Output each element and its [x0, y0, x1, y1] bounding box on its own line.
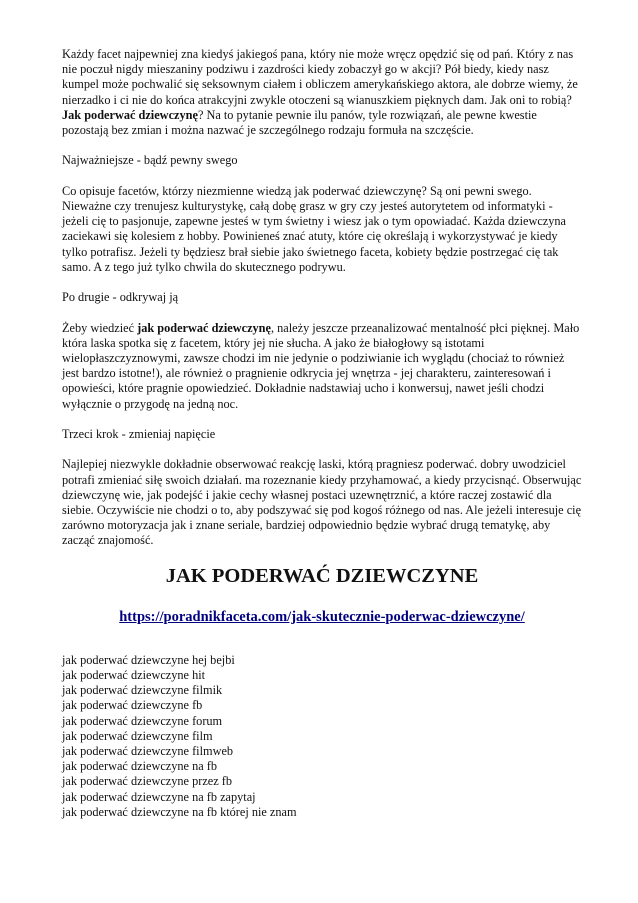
list-item: jak poderwać dziewczyne forum [62, 713, 223, 728]
intro-after-bold: ? Na to pytanie pewnie ilu panów, tyle rozwiązań, ale pewne kwestie pozostają bez zmian i można nazwać je szczególnego rodzaju formuła na szczęście. [62, 107, 537, 138]
section1-title: Najważniejsze - bądź pewny swego [62, 153, 238, 168]
list-item: jak poderwać dziewczyne na fb której nie znam [62, 804, 297, 819]
link-wrapper [62, 610, 582, 625]
main-heading: JAK PODERWAĆ DZIEWCZYNE [165, 564, 479, 587]
intro-bold-phrase: Jak poderwać dziewczynę [62, 107, 198, 122]
list-item: jak poderwać dziewczyne fb [62, 698, 203, 713]
section2-title: Po drugie - odkrywaj ją [62, 290, 179, 305]
list-item: jak poderwać dziewczyne hej bejbi [62, 652, 235, 667]
section2-after-bold: , należy jeszcze przeanalizować mentalność płci pięknej. Mało która laska spotka się z facetem, który jej nie słucha. A jako że białogłowy są istotami wielopłaszczyznowymi, zawsze chodzi im nie jedynie o podziwianie ich wyglądu (chociaż to również jest bardzo istotne!), ale również o pragnienie odkrycia jej wnętrza - jej charakteru, zainteresowań i opowieści, które pragnie opowiedzieć. Dokładnie nadstawiaj ucho i konwersuj, nawet jeśli chodzi wyłącznie o przygodę na jedną noc. [62, 320, 580, 411]
list-item: jak poderwać dziewczyne hit [62, 668, 206, 683]
list-item: jak poderwać dziewczyne filmweb [62, 744, 234, 759]
section2-before-bold: Żeby wiedzieć [62, 320, 138, 335]
document-page [62, 47, 582, 820]
section3-title: Trzeci krok - zmieniaj napięcie [62, 427, 216, 441]
list-item: jak poderwać dziewczyne przez fb [62, 774, 233, 789]
list-item: jak poderwać dziewczyne na fb [62, 759, 217, 774]
list-item: jak poderwać dziewczyne na fb zapytaj [62, 789, 256, 804]
intro-paragraph [62, 47, 582, 138]
section2-bold-phrase: jak poderwać dziewczynę [137, 320, 271, 335]
section3-text: Najlepiej niezwykle dokładnie obserwować reakcję laski, którą pragniesz poderwać. dobry uwodziciel potrafi zmieniać siłę swoich działań. ma rozeznanie kiedy przyhamować, a kiedy przycisnąć. Obserwując dziewczynę wie, jak podejść i jakie cechy własnej postaci uzewnętrznić, a które raczej zostawić dla siebie. Oczywiście nie chodzi o to, aby podszywać się pod kogoś różnego od nas. Ale jeżeli interesuje cię zarówno motoryzacja jak i znane seriale, bardziej odpowiednio będzie wybrać drugą tematykę, aby zacząć znajomość. [62, 457, 582, 548]
source-link[interactable]: https://poradnikfaceta.com/jak-skutecznie-poderwac-dziewczyne/ [119, 608, 525, 625]
section1-text: Co opisuje facetów, którzy niezmienne wiedzą jak poderwać dziewczynę? Są oni pewni swego. Nieważne czy trenujesz kulturystykę, całą dobę grasz w gry czy jesteś autorytetem od informatyki - jeżeli cię to pasjonuje, zapewne jesteś w tym świetny i wiesz jak o tym opowiadać. Każda dziewczyna zaciekawi się kolesiem z hobby. Powinieneś znać atuty, które cię określają i wykorzystywać je kiedy tylko potrafisz. Jeżeli ty będziesz brał siebie jako świetnego faceta, kobiety będzie postrzegać cię tak samo. A z tego już tylko chwila do skutecznego podrywu. [62, 183, 566, 274]
intro-text: Każdy facet najpewniej zna kiedyś jakiegoś pana, który nie może wręcz opędzić się od pań. Który z nas nie poczuł nigdy mieszaniny podziwu i zazdrości kiedy zobaczył go w akcji? Pół biedy, kiedy nasz kumpel może pochwalić się seksownym ciałem i obliczem amerykańskiego aktora, ale dobrze wiemy, że nierzadko i ci nie do końca atrakcyjni zwykle otoczeni są wianuszkiem pięknych dam. Jak oni to robią? [62, 47, 578, 107]
section2-paragraph [62, 321, 582, 412]
list-item: jak poderwać dziewczyne film [62, 728, 213, 743]
list-item: jak poderwać dziewczyne filmik [62, 683, 223, 698]
keyword-list [62, 653, 582, 820]
